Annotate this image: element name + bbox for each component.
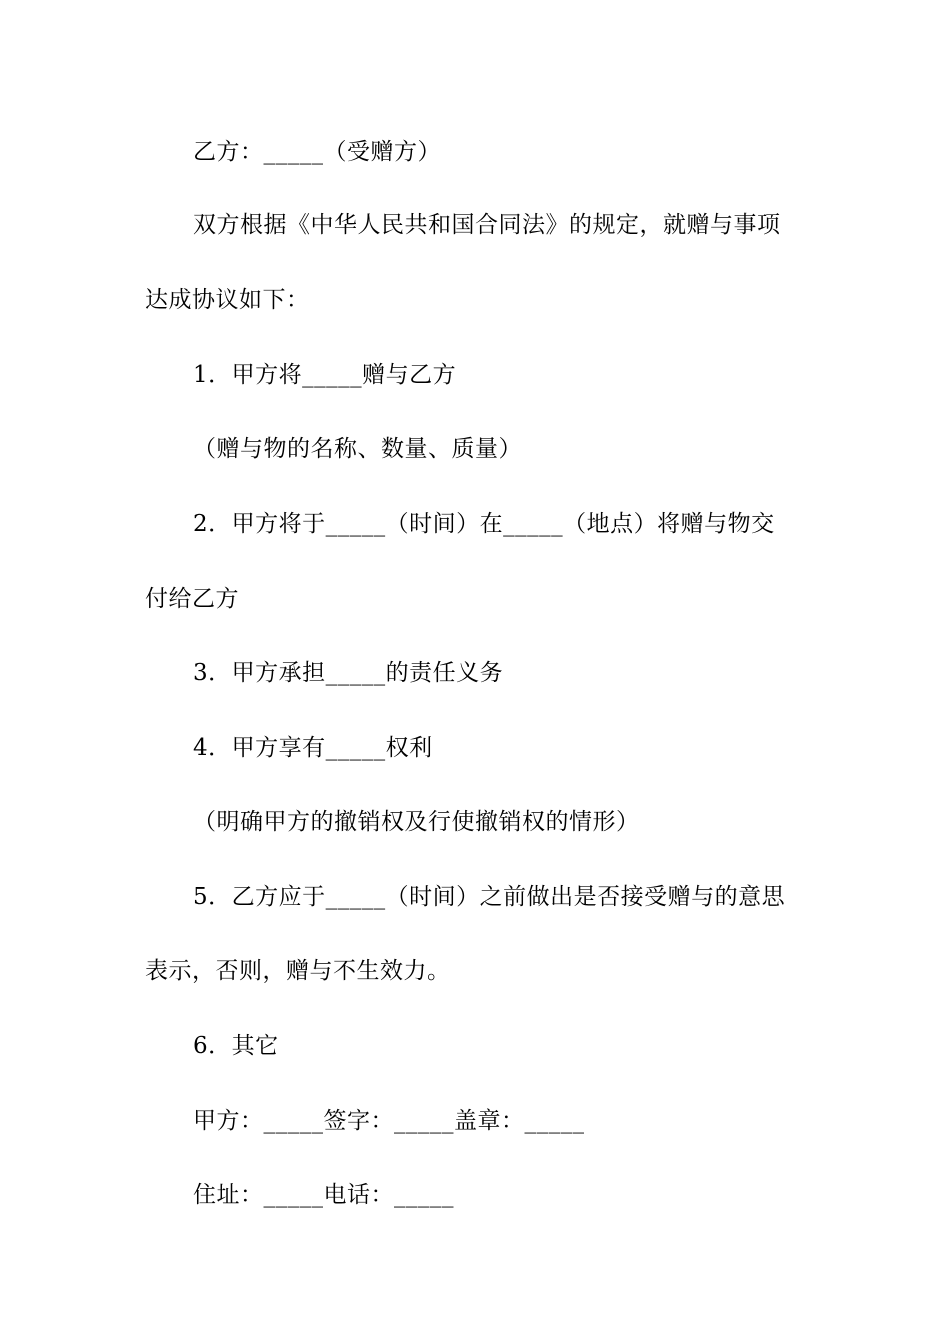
clause-1: 1．甲方将_____赠与乙方 <box>193 362 457 388</box>
clause-6: 6．其它 <box>193 1033 279 1059</box>
clause-2-line-2: 付给乙方 <box>145 586 239 612</box>
clause-1-note: （赠与物的名称、数量、质量） <box>193 436 522 462</box>
preamble-line-1: 双方根据《中华人民共和国合同法》的规定，就赠与事项 <box>193 212 781 238</box>
preamble-line-2: 达成协议如下： <box>145 287 310 313</box>
clause-4: 4．甲方享有_____权利 <box>193 735 433 761</box>
party-b-line: 乙方：_____（受赠方） <box>193 139 441 165</box>
address-phone-line: 住址：_____电话：_____ <box>193 1182 454 1208</box>
party-a-signature-line: 甲方：_____签字：_____盖章：_____ <box>193 1108 585 1134</box>
clause-2-line-1: 2．甲方将于_____（时间）在_____（地点）将赠与物交 <box>193 511 775 537</box>
clause-4-note: （明确甲方的撤销权及行使撤销权的情形） <box>193 809 640 835</box>
clause-5-line-1: 5．乙方应于_____（时间）之前做出是否接受赠与的意思 <box>193 884 786 910</box>
clause-3: 3．甲方承担_____的责任义务 <box>193 660 504 686</box>
clause-5-line-2: 表示，否则，赠与不生效力。 <box>145 958 451 984</box>
